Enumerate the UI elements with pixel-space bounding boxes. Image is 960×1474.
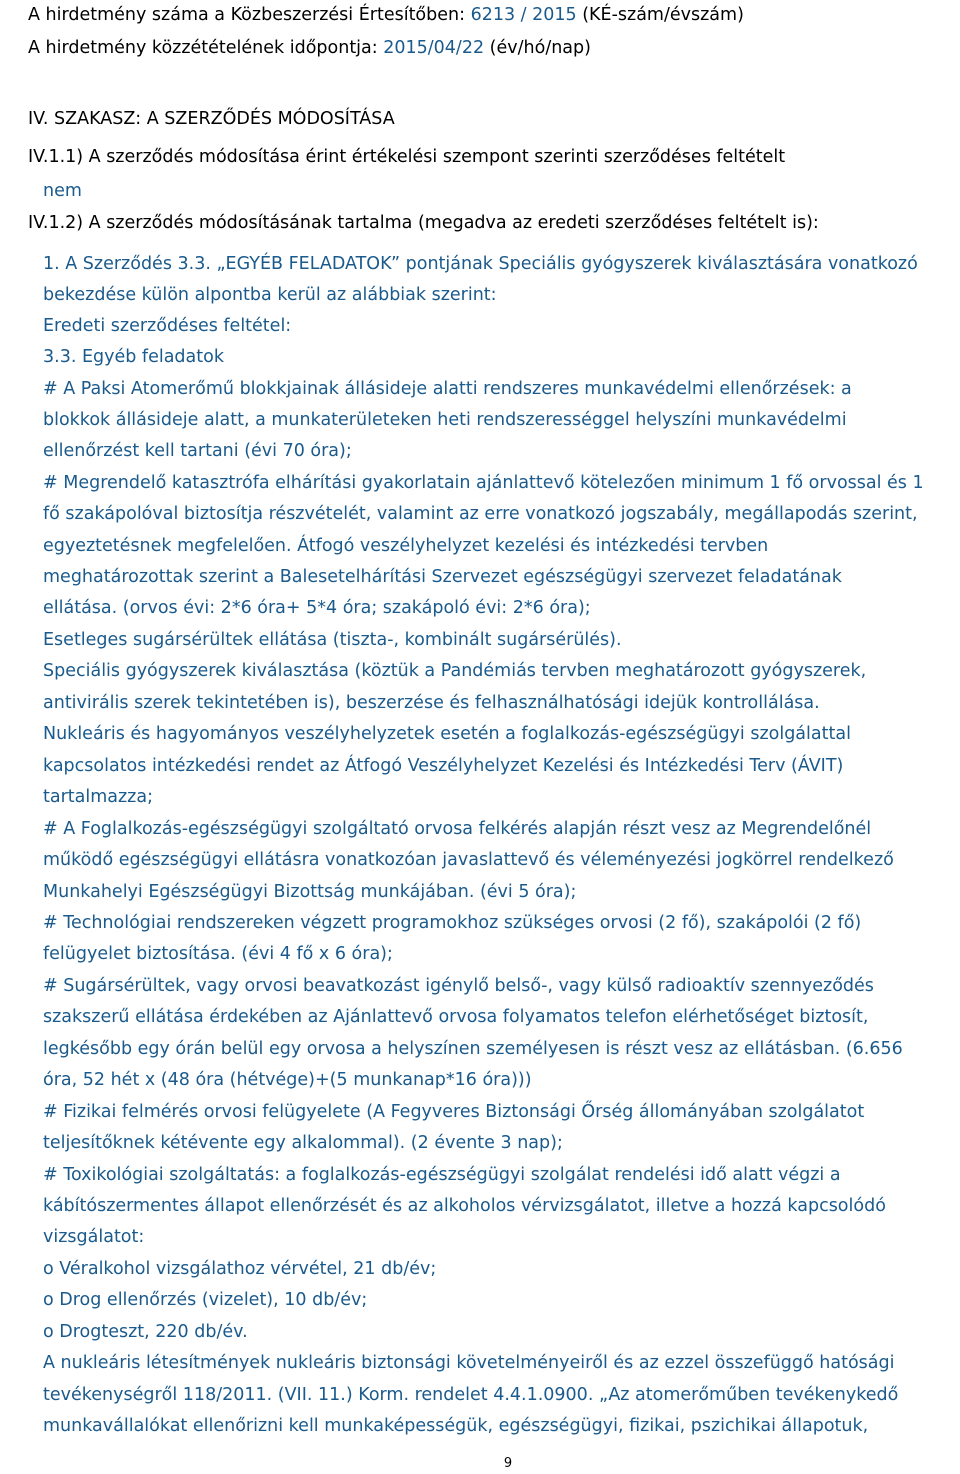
body-line: # Toxikológiai szolgáltatás: a foglalkozás-egészségügyi szolgálat rendelési idő alatt végzi a	[43, 1165, 841, 1185]
publication-date-value: 2015/04/22	[383, 38, 485, 58]
body-line: munkavállalókat ellenőrizni kell munkaképességük, egészségügyi, fizikai, pszichikai állapotuk,	[43, 1416, 869, 1436]
body-line: # Megrendelő katasztrófa elhárítási gyakorlatain ajánlattevő kötelezően minimum 1 fő orvossal és 1	[43, 473, 924, 493]
body-line: blokkok állásideje alatt, a munkaterületeken heti rendszerességgel helyszíni munkavédelmi	[43, 410, 847, 430]
question-1-answer: nem	[43, 181, 82, 201]
body-line: meghatározottak szerint a Balesetelhárítási Szervezet egészségügyi szervezet feladatának	[43, 567, 842, 587]
body-line: # A Foglalkozás-egészségügyi szolgáltató orvosa felkérés alapján részt vesz az Megrendelőnél	[43, 819, 872, 839]
notice-number-suffix: (KÉ-szám/évszám)	[576, 5, 744, 25]
body-line: Speciális gyógyszerek kiválasztása (köztük a Pandémiás tervben meghatározott gyógyszerek,	[43, 661, 867, 681]
publication-date-label: A hirdetmény közzétételének időpontja:	[28, 38, 384, 58]
notice-number-label: A hirdetmény száma a Közbeszerzési Értesítőben:	[28, 5, 471, 25]
body-line: tartalmazza;	[43, 787, 153, 807]
body-line: # Fizikai felmérés orvosi felügyelete (A Fegyveres Biztonsági Őrség állományában szolgálatot	[43, 1102, 865, 1122]
body-line: 1. A Szerződés 3.3. „EGYÉB FELADATOK” pontjának Speciális gyógyszerek kiválasztására vonatkozó	[43, 254, 918, 274]
body-line: A nukleáris létesítmények nukleáris biztonsági követelményeiről és az ezzel összefüggő hatósági	[43, 1353, 895, 1373]
body-line: óra, 52 hét x (48 óra (hétvége)+(5 munkanap*16 óra)))	[43, 1070, 532, 1090]
body-line: antivirális szerek tekintetében is), beszerzése és felhasználhatósági idejük kontrollálása.	[43, 693, 820, 713]
body-line: felügyelet biztosítása. (évi 4 fő x 6 óra);	[43, 944, 393, 964]
body-line: o Véralkohol vizsgálathoz vérvétel, 21 db/év;	[43, 1259, 437, 1279]
body-line: Esetleges sugársérültek ellátása (tiszta-, kombinált sugársérülés).	[43, 630, 622, 650]
question-2-label: IV.1.2) A szerződés módosításának tartalma (megadva az eredeti szerződéses feltételt is):	[28, 213, 819, 233]
body-line: # Technológiai rendszereken végzett programokhoz szükséges orvosi (2 fő), szakápolói (2 fő)	[43, 913, 862, 933]
body-line: 3.3. Egyéb feladatok	[43, 347, 224, 367]
publication-date-line	[28, 36, 591, 60]
body-line: működő egészségügyi ellátásra vonatkozóan javaslattevő és véleményezési jogkörrel rendelkező	[43, 850, 894, 870]
question-1-label: IV.1.1) A szerződés módosítása érint értékelési szempont szerinti szerződéses feltételt	[28, 147, 786, 167]
body-line: Munkahelyi Egészségügyi Bizottság munkájában. (évi 5 óra);	[43, 882, 577, 902]
body-line: ellátása. (orvos évi: 2*6 óra+ 5*4 óra; szakápoló évi: 2*6 óra);	[43, 598, 591, 618]
body-line: kapcsolatos intézkedési rendet az Átfogó Veszélyhelyzet Kezelési és Intézkedési Terv (ÁVIT)	[43, 756, 844, 776]
body-line: # A Paksi Atomerőmű blokkjainak állásideje alatti rendszeres munkavédelmi ellenőrzések: a	[43, 379, 852, 399]
body-line: tevékenységről 118/2011. (VII. 11.) Korm. rendelet 4.4.1.0900. „Az atomerőműben tevékenykedő	[43, 1385, 899, 1405]
body-line: bekezdése külön alpontba kerül az alábbiak szerint:	[43, 285, 497, 305]
notice-number-value: 6213 / 2015	[470, 5, 577, 25]
body-line: o Drogteszt, 220 db/év.	[43, 1322, 248, 1342]
body-line: legkésőbb egy órán belül egy orvosa a helyszínen személyesen is részt vesz az ellátásban. (6.656	[43, 1039, 903, 1059]
body-line: teljesítőknek kétévente egy alkalommal). (2 évente 3 nap);	[43, 1133, 563, 1153]
body-line: vizsgálatot:	[43, 1227, 145, 1247]
body-line: Eredeti szerződéses feltétel:	[43, 316, 292, 336]
body-line: Nukleáris és hagyományos veszélyhelyzetek esetén a foglalkozás-egészségügyi szolgálattal	[43, 724, 851, 744]
publication-date-suffix: (év/hó/nap)	[484, 38, 591, 58]
body-line: fő szakápolóval biztosítja részvételét, valamint az erre vonatkozó jogszabály, megállapodás szerint,	[43, 504, 918, 524]
notice-number-line	[28, 3, 744, 27]
body-line: szakszerű ellátása érdekében az Ajánlattevő orvosa folyamatos telefon elérhetőséget biztosít,	[43, 1007, 869, 1027]
body-line: egyeztetésnek megfelelően. Átfogó veszélyhelyzet kezelési és intézkedési tervben	[43, 536, 769, 556]
section-title: IV. SZAKASZ: A SZERZŐDÉS MÓDOSÍTÁSA	[28, 109, 395, 129]
body-line: ellenőrzést kell tartani (évi 70 óra);	[43, 441, 352, 461]
body-line: # Sugársérültek, vagy orvosi beavatkozást igénylő belső-, vagy külső radioaktív szennyeződés	[43, 976, 874, 996]
body-line: kábítószermentes állapot ellenőrzését és az alkoholos vérvizsgálatot, illetve a hozzá kapcsolódó	[43, 1196, 886, 1216]
page-number: 9	[503, 1456, 513, 1471]
body-line: o Drog ellenőrzés (vizelet), 10 db/év;	[43, 1290, 368, 1310]
